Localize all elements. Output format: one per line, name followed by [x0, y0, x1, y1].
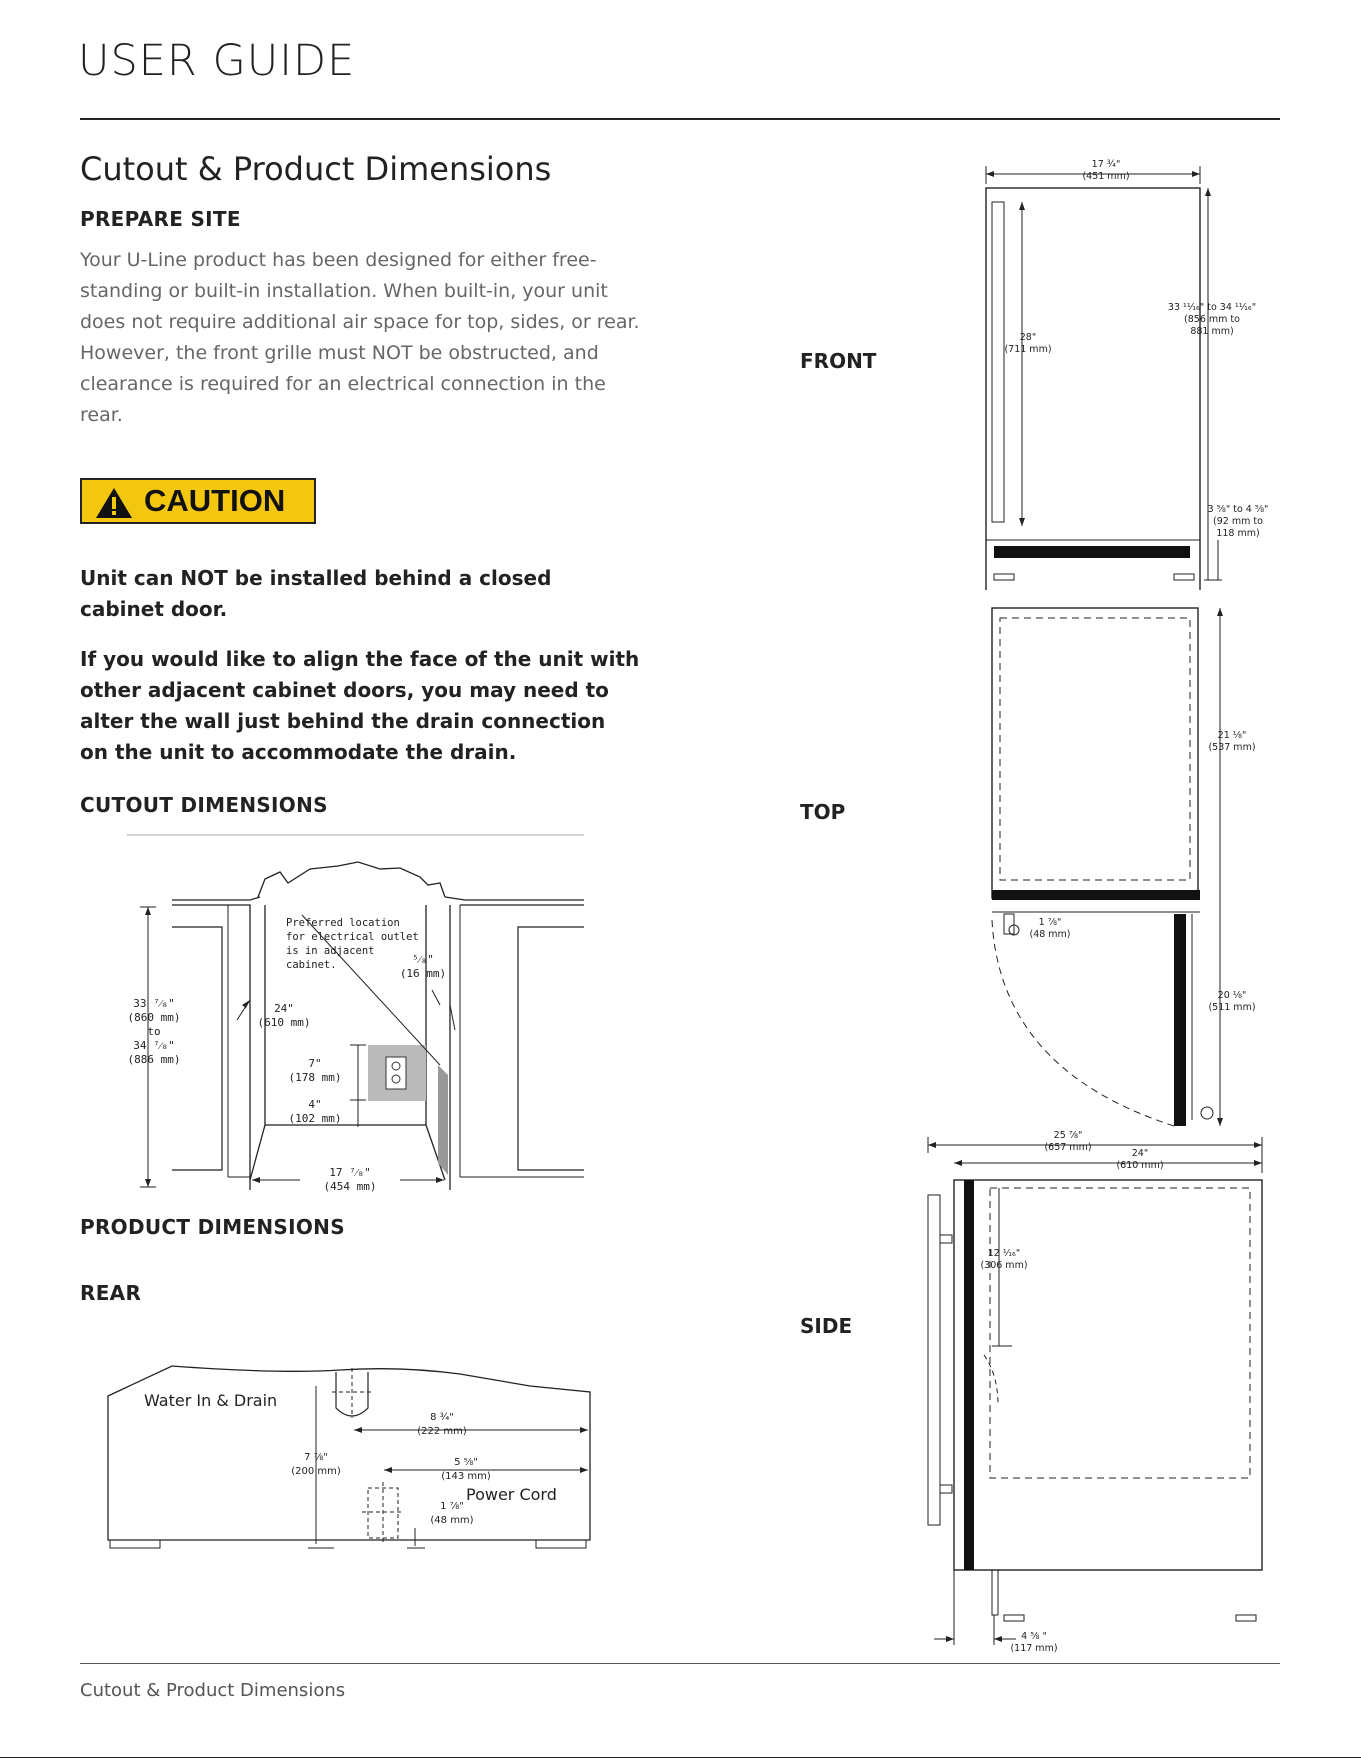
cutout-height-1: 33 ⁷⁄₈" [133, 997, 175, 1010]
rear-heading: REAR [80, 1281, 142, 1305]
cutout-outlet-offset-1: 4" [308, 1098, 322, 1111]
footer-text: Cutout & Product Dimensions [80, 1680, 346, 1701]
front-height-3: 881 mm) [1190, 326, 1234, 337]
header-rule [80, 118, 1280, 120]
rear-power-label: Power Cord [466, 1485, 557, 1504]
top-swing-1: 20 ⅛" [1217, 990, 1247, 1001]
cutout-diagram [110, 825, 590, 1195]
front-door-2: (711 mm) [1004, 344, 1052, 355]
cutout-note-line-1: Preferred location [286, 917, 400, 929]
front-legs-3: 118 mm) [1216, 528, 1260, 539]
section-title: Cutout & Product Dimensions [80, 150, 552, 188]
rear-power-x-2: (143 mm) [441, 1471, 491, 1482]
caution-warning-1: Unit can NOT be installed behind a closed cabinet door. [80, 566, 552, 621]
top-view-diagram [960, 600, 1280, 1140]
top-view-label: TOP [800, 800, 846, 824]
top-swing-2: (511 mm) [1208, 1002, 1256, 1013]
cutout-depth-2: (610 mm) [257, 1016, 311, 1029]
cutout-width-1: 17 ⁷⁄₈" [329, 1166, 371, 1179]
footer-rule [80, 1663, 1280, 1664]
side-toe-1: 4 ⅝ " [1021, 1631, 1047, 1642]
rear-water-x-2: (222 mm) [417, 1426, 467, 1437]
front-door-1: 28" [1019, 332, 1037, 343]
cutout-note-line-2: for electrical outlet [286, 931, 419, 943]
cutout-width-2: (454 mm) [323, 1180, 377, 1193]
caution-badge [80, 478, 316, 524]
cutout-height-2: (860 mm) [127, 1011, 181, 1024]
front-view-label: FRONT [800, 349, 877, 373]
page-bottom-rule [0, 1757, 1361, 1758]
cutout-outlet-offset-2: (102 mm) [288, 1112, 342, 1125]
rear-power-y-1: 1 ⅞" [440, 1501, 464, 1512]
rear-power-y-2: (48 mm) [430, 1515, 474, 1526]
rear-power-x-1: 5 ⅝" [454, 1457, 478, 1468]
rear-water-y-2: (200 mm) [291, 1466, 341, 1477]
cutout-note-line-3: is in adjacent [286, 945, 375, 957]
front-height-2: (856 mm to [1184, 314, 1240, 325]
caution-label: CAUTION [144, 483, 286, 518]
cutout-dimensions-heading: CUTOUT DIMENSIONS [80, 793, 328, 817]
page-header-title: USER GUIDE [78, 36, 356, 86]
rear-water-y-1: 7 ⅞" [304, 1452, 328, 1463]
cutout-outlet-height-1: 7" [308, 1057, 322, 1070]
side-overall-1: 25 ⅞" [1053, 1130, 1083, 1141]
front-legs-2: (92 mm to [1213, 516, 1263, 527]
top-depth-1: 21 ⅛" [1217, 730, 1247, 741]
cutout-height-4: 34 ⁷⁄₈" [133, 1039, 175, 1052]
side-view-label: SIDE [800, 1314, 853, 1338]
front-width-2: (451 mm) [1082, 171, 1130, 182]
product-dimensions-heading: PRODUCT DIMENSIONS [80, 1215, 345, 1239]
warning-icon [94, 486, 134, 520]
cutout-inset-1: ⁵⁄₈" [412, 953, 434, 966]
side-cabinet-2: (610 mm) [1116, 1160, 1164, 1171]
front-width-1: 17 ¾" [1091, 159, 1121, 170]
cutout-inset-2: (16 mm) [399, 967, 447, 980]
top-hinge-1: 1 ⅞" [1038, 917, 1062, 928]
rear-water-label: Water In & Drain [144, 1391, 278, 1410]
caution-warning-2: If you would like to align the face of the unit with other adjacent cabinet doors, you may need to alter the wall just behind the drain connection on the unit to accommodate the drain. [80, 647, 640, 764]
cutout-height-5: (886 mm) [127, 1053, 181, 1066]
cutout-height-3: to [147, 1025, 161, 1038]
rear-diagram [100, 1360, 600, 1560]
front-legs-1: 3 ⅝" to 4 ⅝" [1207, 504, 1269, 515]
side-drop-2: (306 mm) [980, 1260, 1028, 1271]
side-cabinet-1: 24" [1131, 1148, 1149, 1159]
top-hinge-2: (48 mm) [1029, 929, 1071, 940]
cutout-depth-1: 24" [274, 1002, 294, 1015]
cutout-outlet-height-2: (178 mm) [288, 1071, 342, 1084]
side-drop-1: 12 ¹⁄₁₆" [987, 1248, 1021, 1259]
side-toe-2: (117 mm) [1010, 1643, 1058, 1654]
side-view-diagram [920, 1125, 1280, 1660]
side-overall-2: (657 mm) [1044, 1142, 1092, 1153]
prepare-site-text: Your U-Line product has been designed for either free-standing or built-in installation. When built-in, your unit does not require additional air space for top, sides, or rear. However, the front grille must NOT be obstructed, and clearance is required for an electrical connection in the rear. [80, 249, 640, 426]
cutout-note-line-4: cabinet. [286, 959, 337, 971]
top-depth-2: (537 mm) [1208, 742, 1256, 753]
front-view-diagram [960, 150, 1280, 590]
front-height-1: 33 ¹¹⁄₁₆" to 34 ¹¹⁄₁₆" [1167, 302, 1257, 313]
prepare-site-heading: PREPARE SITE [80, 207, 241, 231]
rear-water-x-1: 8 ¾" [430, 1412, 454, 1423]
